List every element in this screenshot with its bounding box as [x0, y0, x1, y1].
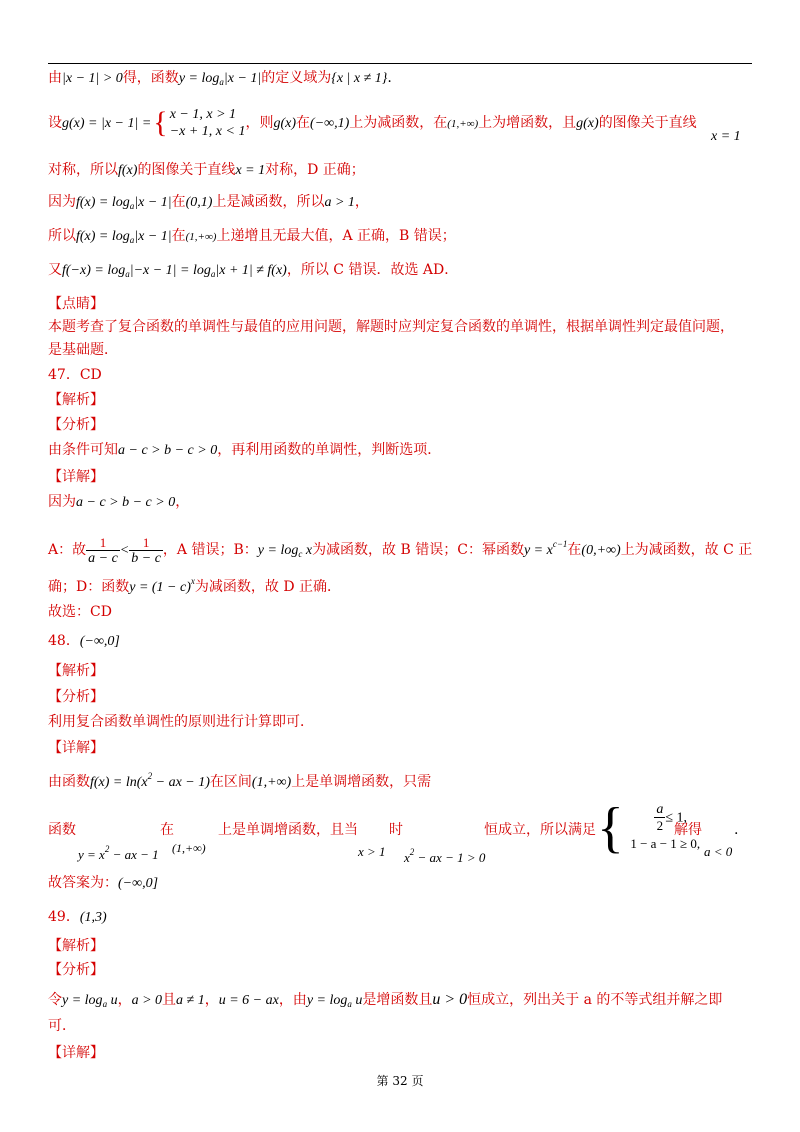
q47-detail-line-1: 因为a − c > b − c > 0，: [48, 494, 190, 510]
q48-l25-text-5: 恒成立，所以满足: [484, 822, 596, 838]
q47-detail-line-2: A：故 $\frac{1}{a - c}$ < $\frac{1}{b - c}$ ，A 错误；B：$y = \log_c x$为减函数，故 B 错误；C：幂函数$y = x^{c-1}$在(0,+∞)上为减函数，故 C 正: [48, 534, 753, 566]
q48-l25-text-3: 上是单调增函数，且当: [218, 822, 358, 838]
q48-l25-text-6: 解得: [674, 822, 702, 838]
line-x-equals-1: x = 1: [711, 129, 741, 144]
solution-line-5: 所以$f(x) = \log_a|x - 1|$在(1,+∞)上递增且无最大值，A 正确，B 错误；: [48, 228, 456, 245]
q48-l25-result: a < 0: [704, 844, 733, 859]
section-heading-detail: 【详解】: [48, 469, 104, 485]
section-heading-comment: 【点睛】: [48, 296, 104, 312]
section-heading-analysis: 【解析】: [48, 392, 104, 408]
q48-l25-text-4: 时: [389, 822, 403, 838]
q49-heading-detail: 【详解】: [48, 1045, 104, 1061]
q48-analysis-line: 利用复合函数单调性的原则进行计算即可．: [48, 714, 314, 730]
section-heading-analysis-sub: 【分析】: [48, 417, 104, 433]
q48-system: { $\frac{a}{2}$ ≤ 1, 1 − a − 1 ≥ 0,: [597, 797, 701, 859]
q48-l25-text-2: 在: [160, 822, 174, 838]
q49-analysis-line-2: 可．: [48, 1018, 76, 1034]
q47-detail-line-3: 确；D：函数$y = (1 - c)^x$为减函数，故 D 正确．: [48, 576, 342, 595]
q47-final-answer: 故选：CD: [48, 604, 112, 620]
solution-line-1: 由|x − 1| > 0得，函数$y = \log_a|x - 1|$的定义域为{x | x ≠ 1}.: [48, 70, 392, 87]
q49-heading-analysis-sub: 【分析】: [48, 962, 104, 978]
q49-analysis-line-1: 令$y = \log_a u$，a > 0且a ≠ 1，u = 6 − ax，由$y = \log_a u$是增函数且u > 0恒成立，列出关于 a 的不等式组并解之即: [48, 991, 723, 1009]
solution-line-4: 因为$f(x) = \log_a|x - 1|$在(0,1)上是减函数，所以a > 1，: [48, 194, 369, 211]
q48-l25-text-1: 函数: [48, 822, 76, 838]
page-number: 第 32 页: [376, 1074, 424, 1088]
solution-line-3: 对称，所以f(x)的图像关于直线x = 1对称，D 正确；: [48, 162, 365, 178]
q48-l25-cond: x > 1: [358, 844, 386, 859]
q48-final-answer: 故答案为：(−∞,0]: [48, 875, 159, 891]
solution-line-6: 又$f(-x) = \log_a|-x - 1| = \log_a|x + 1| \ne f(x)$，所以 C 错误．故选 AD．: [48, 262, 459, 279]
answer-49: 49．(1,3): [48, 909, 107, 925]
header-rule: [48, 63, 752, 64]
solution-line-2: 设g(x) = |x − 1| ={ x − 1, x > 1 −x + 1, x < 1 ，则g(x)在(−∞,1)上为减函数，在(1,+∞)上为增函数，且g(x)的图像关于直线: [48, 106, 697, 139]
answer-47: 47．CD: [48, 367, 102, 383]
q48-l25-ineq: $x^2$ − ax − 1 > 0: [404, 847, 486, 865]
comment-line-2: 是基础题．: [48, 342, 118, 358]
q47-analysis-line: 由条件可知a − c > b − c > 0，再利用函数的单调性，判断选项．: [48, 442, 442, 458]
q48-heading-detail: 【详解】: [48, 740, 104, 756]
q48-l25-fn: $y = x^2$ − ax − 1: [78, 844, 159, 862]
comment-line-1: 本题考查了复合函数的单调性与最值的应用问题，解题时应判定复合函数的单调性，根据单调性判定最值问题，: [48, 319, 734, 335]
q48-l25-interval: (1,+∞): [172, 841, 206, 855]
answer-48: 48．(−∞,0]: [48, 633, 120, 649]
q48-heading-analysis: 【解析】: [48, 663, 104, 679]
q48-heading-analysis-sub: 【分析】: [48, 689, 104, 705]
q48-detail-line-1: 由函数$f(x) = \ln(x^2$ − ax − 1)在区间(1,+∞)上是单调增函数，只需: [48, 771, 432, 790]
q49-heading-analysis: 【解析】: [48, 938, 104, 954]
q48-l25-text-7: .: [734, 822, 739, 838]
